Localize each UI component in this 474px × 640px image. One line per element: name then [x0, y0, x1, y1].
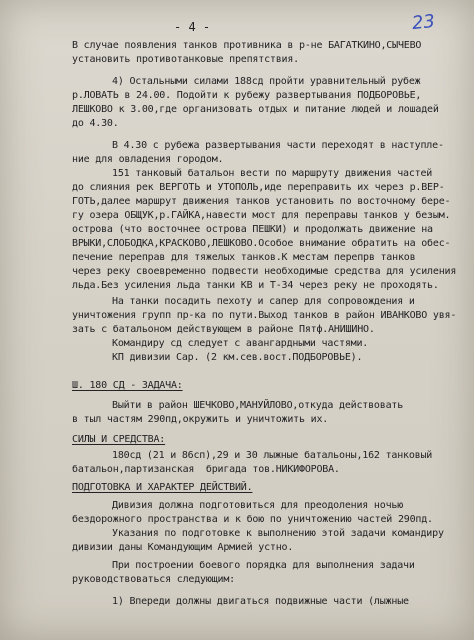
text-line: батальон,партизанская бригада тов.НИКИФОРОВА. [72, 464, 340, 475]
text-line: Указания по подготовке к выполнению этой задачи командиру [112, 528, 444, 539]
text-line: бездорожного пространства и к бою по уничтожению частей 290пд. [72, 514, 433, 525]
text-line: р.ЛОВАТЬ в 24.00. Подойти к рубежу развертывания ПОДБОРОВЬЕ, [72, 90, 422, 101]
text-line: ние для овладения городом. [72, 154, 224, 165]
text-line: 4) Остальными силами 188сд пройти уравнительный рубеж [112, 76, 421, 87]
text-line: дивизии даны Командующим Армией устно. [72, 542, 294, 553]
text-line: установить противотанковые препятствия. [72, 54, 299, 65]
section-heading: СИЛЫ И СРЕДСТВА: [72, 434, 166, 445]
text-line: ЛЕШКОВО к 3.00,где организовать отдых и питание людей и лошадей [72, 104, 439, 115]
text-line: 180сд (21 и 86сп),29 и 30 лыжные батальоны,162 танковый [112, 450, 433, 461]
text-line: руководствоваться следующим: [72, 574, 235, 585]
text-line: ГОТЬ,далее маршрут движения танков установить по восточному бере- [72, 196, 451, 207]
text-line: в тыл частям 290пд,окружить и уничтожить их. [72, 414, 329, 425]
text-line: через реку своевременно подвести необходимые средства для усиления [72, 266, 457, 277]
archive-number: 23 [410, 10, 436, 35]
text-line: В случае появления танков противника в р-не БАГАТКИНО,СЫЧЕВО [72, 40, 422, 51]
text-line: зать с батальоном действующем в районе Пятф.АНИШИНО. [72, 324, 375, 335]
section-heading: ПОДГОТОВКА И ХАРАКТЕР ДЕЙСТВИЙ. [72, 482, 253, 493]
text-line: Выйти в район ШЕЧКОВО,МАНУЙЛОВО,откуда действовать [112, 400, 404, 411]
text-line: В 4.30 с рубежа развертывания части переходят в наступле- [112, 140, 444, 151]
text-line: 1) Впереди должны двигаться подвижные части (лыжные [112, 596, 409, 607]
text-line: острова (что восточнее острова ПЕШКИ) и продолжать движение на [72, 224, 433, 235]
text-line: На танки посадить пехоту и сапер для сопровождения и [112, 296, 415, 307]
text-line: до слияния рек ВЕРГОТЬ и УТОПОЛЬ,иде переправить их через р.ВЕР- [72, 182, 445, 193]
page-number: - 4 - [174, 20, 211, 34]
text-line: 151 танковый батальон вести по маршруту движения частей [112, 168, 433, 179]
text-line: льда.Без усиления льда танки КВ и Т-34 через реку не проходять. [72, 280, 439, 291]
text-line: Командиру сд следует с авангардными частями. [112, 338, 369, 349]
text-line: гу озера ОБЩУК,р.ГАЙКА,навести мост для переправы танков у безым. [72, 210, 451, 221]
text-line: ВРЫКИ,СЛОБОДКА,КРАСКОВО,ЛЕШКОВО.Особое внимание обратить на обес- [72, 238, 451, 249]
text-line: Дивизия должна подготовиться для преодоления ночью [112, 500, 404, 511]
text-line: При построении боевого порядка для выполнения задачи [112, 560, 415, 571]
text-line: до 4.30. [72, 118, 119, 129]
section-heading: Ш. 180 СД - ЗАДАЧА: [72, 380, 183, 391]
text-line: уничтожения групп пр-ка по пути.Выход танков в район ИВАНКОВО увя- [72, 310, 457, 321]
text-line: печение переправ для тяжелых танков.К местам перепрв танков [72, 252, 416, 263]
text-line: КП дивизии Сар. (2 км.сев.вост.ПОДБОРОВЬЕ). [112, 352, 363, 363]
